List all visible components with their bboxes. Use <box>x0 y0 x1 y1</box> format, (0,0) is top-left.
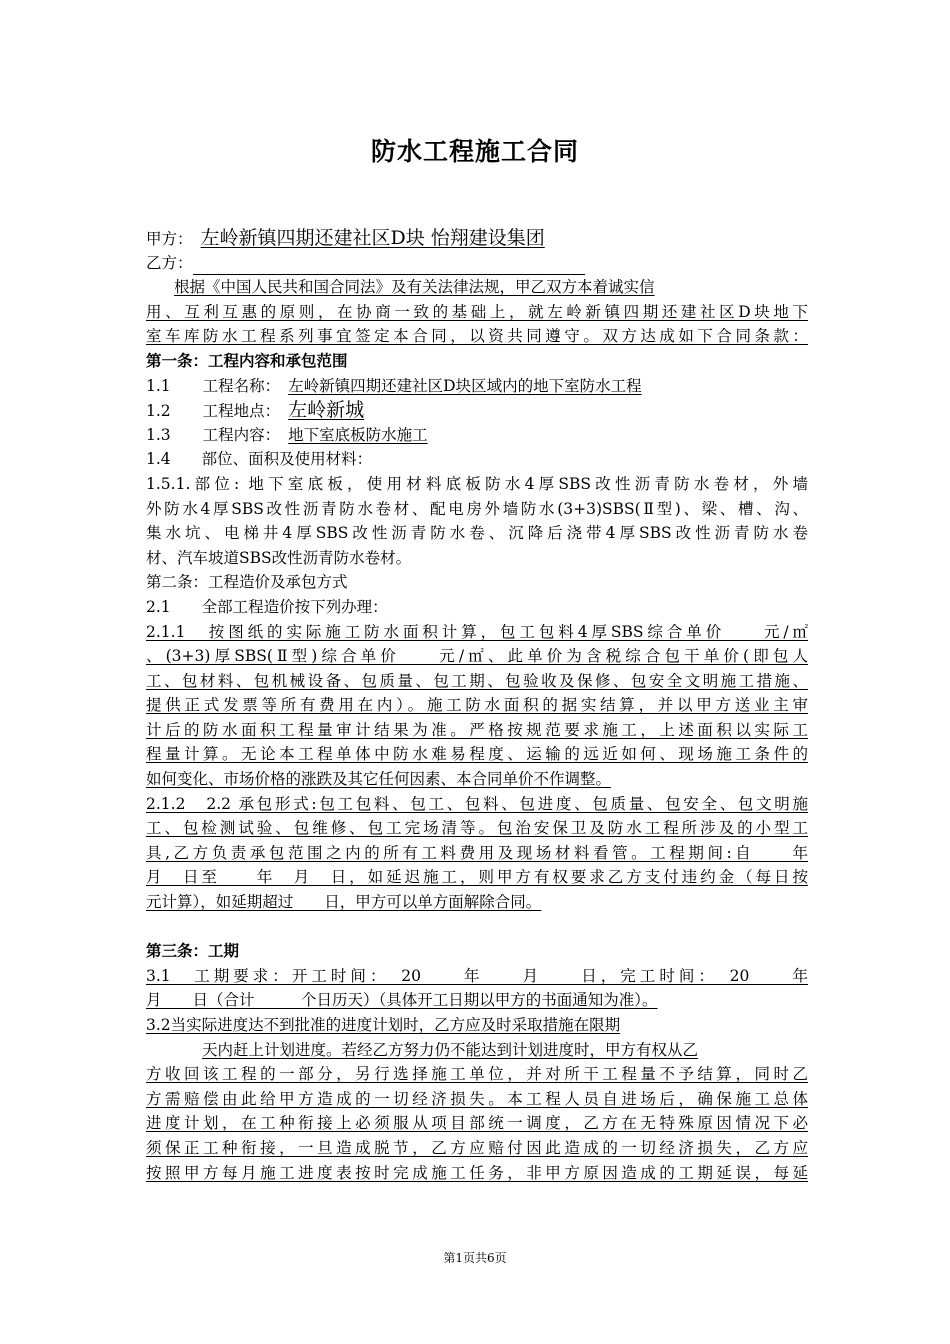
party-b-line <box>146 251 808 276</box>
party-a-line <box>146 226 808 251</box>
clause-2-1-1-line: 、(3+3)厚SBS(Ⅱ型)综合单价 元/㎡、此单价为含税综合包干单价(即包人 <box>146 647 808 666</box>
clause-2-1: 2.1 全部工程造价按下列办理： <box>146 597 388 616</box>
document-title: 防水工程施工合同 <box>370 137 579 166</box>
clause-3-2-line: 3.2当实际进度达不到批准的进度计划时，乙方应及时采取措施在限期 <box>146 1016 621 1034</box>
clause-1-5-line: 外防水4厚SBS改性沥青防水卷材、配电房外墙防水(3+3)SBS(Ⅱ型)、梁、槽、沟、 <box>146 499 808 518</box>
clause-2-1-1-line: 程量计算。无论本工程单体中防水难易程度、运输的远近如何、现场施工条件的 <box>146 745 808 764</box>
clause-2-1-1-line: 如何变化、市场价格的涨跌及其它任何因素、本合同单价不作调整。 <box>146 770 612 789</box>
party-a-value: 左岭新镇四期还建社区D块 怡翔建设集团 <box>200 227 545 249</box>
section-2-heading: 第二条：工程造价及承包方式 <box>146 573 348 592</box>
clause-1-5-line: 集水坑、电梯井4厚SBS改性沥青防水卷、沉降后浇带4厚SBS改性沥青防水卷 <box>146 524 808 543</box>
project-location-value: 左岭新城 <box>288 399 365 422</box>
clause-1-5-line: 材、汽车坡道SBS改性沥青防水卷材。 <box>146 548 412 567</box>
clause-3-2-body-line: 进度计划，在工种衔接上必须服从项目部统一调度，乙方在无特殊原因情况下必 <box>146 1114 808 1133</box>
clause-2-1-1-line: 计后的防水面积工程量审计结果为准。严格按规范要求施工，上述面积以实际工 <box>146 720 808 739</box>
clause-1-3: 1.3 工程内容： 地下室底板防水施工 <box>146 423 808 448</box>
clause-1-5-line: 1.5.1.部位: 地下室底板，使用材料底板防水4厚SBS改性沥青防水卷材，外墙 <box>146 474 808 493</box>
clause-2-1-1-line: 工、包材料、包机械设备、包质量、包工期、包验收及保修、包安全文明施工措施、 <box>146 671 808 690</box>
clause-2-1-1-line: 2.1.1 按图纸的实际施工防水面积计算，包工包料4厚SBS综合单价 元/㎡ <box>146 622 808 641</box>
section-3-heading: 第三条：工期 <box>146 942 240 961</box>
clause-2-1-1-line: 提供正式发票等所有费用在内）。施工防水面积的据实结算，并以甲方送业主审 <box>146 696 808 715</box>
intro-line: 室车库防水工程系列事宜签定本合同，以资共同遵守。双方达成如下合同条款： <box>146 327 808 346</box>
clause-1-1: 1.1 工程名称： 左岭新镇四期还建社区D块区域内的地下室防水工程 <box>146 374 808 399</box>
clause-3-2-body-line: 须保正工种衔接，一旦造成脱节，乙方应赔付因此造成的一切经济损失，乙方应 <box>146 1138 808 1157</box>
clause-3-2-body-line: 按照甲方每月施工进度表按时完成施工任务，非甲方原因造成的工期延误，每延 <box>146 1163 808 1182</box>
clause-2-1-2-line: 2.1.2 2.2 承包形式:包工包料、包工、包料、包进度、包质量、包安全、包文明施 <box>146 794 808 813</box>
clause-3-2-body-line: 方需赔偿由此给甲方造成的一切经济损失。本工程人员自进场后，确保施工总体 <box>146 1089 808 1108</box>
intro-line: 用、互利互惠的原则，在协商一致的基础上，就左岭新镇四期还建社区D块地下 <box>146 302 808 321</box>
clause-3-2-body-line: 方收回该工程的一部分，另行选择施工单位，并对所干工程量不予结算，同时乙 <box>146 1065 808 1084</box>
project-content-value: 地下室底板防水施工 <box>288 425 428 444</box>
party-b-blank <box>193 255 585 275</box>
intro-line: 根据《中国人民共和国合同法》及有关法律法规，甲乙双方本着诚实信 <box>174 278 655 297</box>
clause-2-1-2-line: 具,乙方负责承包范围之内的所有工料费用及现场材料看管。工程期间:自 年 <box>146 843 808 862</box>
clause-3-1-line: 月 日（合计 个日历天）（具体开工日期以甲方的书面通知为准）。 <box>146 991 658 1010</box>
clause-2-1-2-line: 月 日至 年 月 日，如延迟施工，则甲方有权要求乙方支付违约金（每日按 <box>146 868 808 887</box>
section-1-heading: 第一条：工程内容和承包范围 <box>146 351 348 370</box>
clause-2-1-2-line: 元计算），如延期超过 日，甲方可以单方面解除合同。 <box>146 893 542 912</box>
clause-3-2-body-line: 天内赶上计划进度。若经乙方努力仍不能达到计划进度时，甲方有权从乙 <box>202 1040 699 1059</box>
party-a-label: 甲方： <box>146 230 193 248</box>
clause-2-1-2-line: 工、包检测试验、包维修、包工完场清等。包治安保卫及防水工程所涉及的小型工 <box>146 819 808 838</box>
clause-1-4: 1.4 部位、面积及使用材料： <box>146 450 373 469</box>
party-b-label: 乙方： <box>146 253 193 272</box>
document-body <box>146 226 808 1185</box>
page-number: 第1页共6页 <box>443 1251 507 1265</box>
project-name-value: 左岭新镇四期还建社区D块区域内的地下室防水工程 <box>288 376 642 395</box>
clause-1-2: 1.2 工程地点： 左岭新城 <box>146 398 808 423</box>
clause-3-1-line: 3.1 工期要求：开工时间： 20 年 月 日，完工时间： 20 年 <box>146 966 808 985</box>
